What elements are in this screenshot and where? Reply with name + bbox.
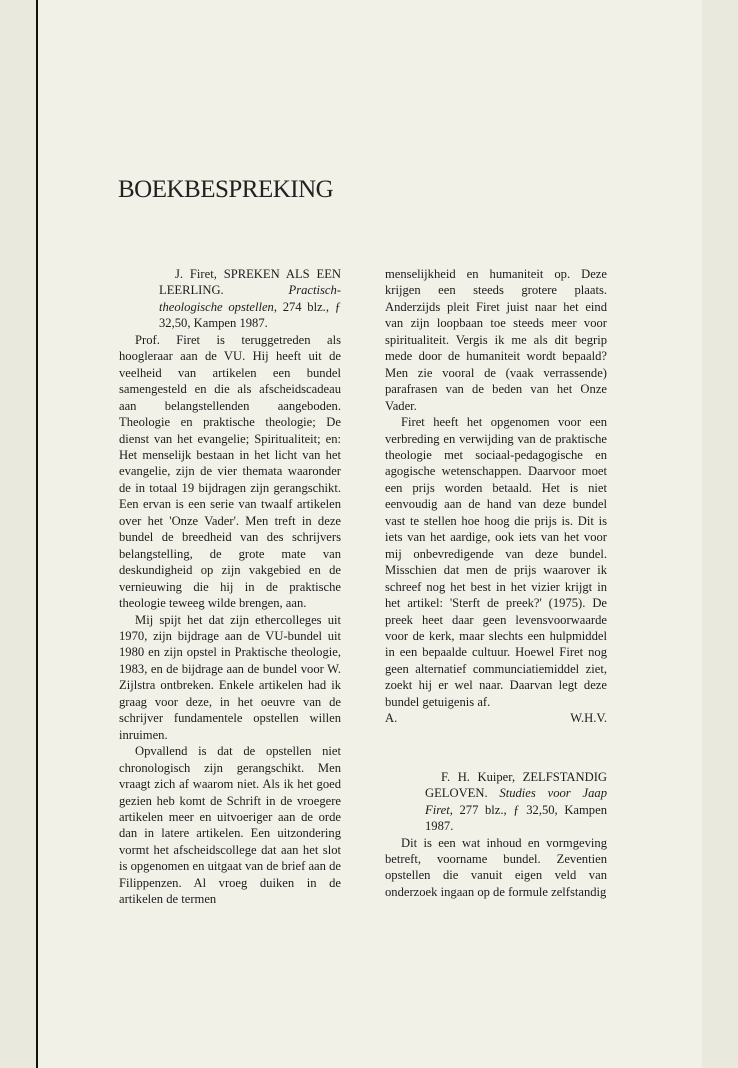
review2-ref-details: 277 blz., ƒ 32,50, Kampen 1987. (425, 802, 607, 834)
review1-reference (119, 266, 341, 332)
page (36, 0, 702, 1068)
signature-author: W.H.V. (570, 711, 607, 726)
left-column (119, 266, 341, 908)
review1-paragraph-4: Firet heeft het opgenomen voor een verbreding en verwijding van de praktische theologie met sociaal-pedagogische en agogische wetenschappen. Daarvoor moet een prijs worden betaald. Het is niet eenvoudig aan de hand van deze bundel vast te stellen hoe hoog die prijs is. Dit is iets van het aardige, ook iets van het voor mij onbevredigende van deze bundel. Misschien dat men de prijs waarover ik schreef nog het best in het vizier krijgt in het artikel: 'Sterft de preek?' (1975). De preek heet daar geen levensvoorwaarde voor de kerk, maar slechts een hulpmiddel in een bepaalde cultuur. Hoewel Firet nog geen alternatief communciatiemiddel ziet, zoekt hij er wel naar. Daarvan legt deze bundel getuigenis af. (385, 415, 607, 709)
review1-ref-subtitle: Practisch-theologische opstellen, (159, 283, 341, 314)
review1-paragraph-3-continued: menselijkheid en humaniteit op. Deze krijgen een steeds grotere plaats. Anderzijds pleit Firet juist naar het eind van zijn loopbaan toe steeds meer voor spiritualiteit. Vergis ik me als dit begrip mede door de humaniteit wordt bepaald? Men zie vooral de (vaak verrassende) parafrasen van de beden van het Onze Vader. (385, 267, 607, 413)
review1-ref-author-title: J. Firet, SPREKEN ALS EEN LEERLING. (159, 267, 341, 298)
signature-initial: A. (385, 711, 398, 726)
review1-signature (385, 710, 607, 726)
review1-ref-details: 274 blz., ƒ 32,50, Kampen 1987. (159, 299, 341, 331)
spacer (385, 727, 607, 769)
review2-paragraph-1: Dit is een wat inhoud en vormgeving betreft, voorname bundel. Zeventien opstellen die vanuit eigen veld van onderzoek ingaan op de formule zelfstandig (385, 835, 607, 899)
right-column (385, 266, 607, 900)
review1-paragraph-1: Prof. Firet is teruggetreden als hoogleraar aan de VU. Hij heeft uit de veelheid van artikelen een bundel samengesteld en die als afscheidscadeau aan belangstellenden aangeboden. Theologie en praktische theologie; De dienst van het evangelie; Spiritualiteit; en: Het menselijk bestaan in het licht van het evangelie, zijn de vier themata waaronder de in totaal 19 bijdragen zijn gerangschikt. Een ervan is een serie van twaalf artikelen over het 'Onze Vader'. Men treft in deze bundel de breedheid van des schrijvers belangstelling, de grote mate van deskundigheid op zijn vakgebied en de vernieuwing die hij in de praktische theologie teweeg wilde brengen, aan. (119, 332, 341, 611)
review2-reference (385, 769, 607, 835)
review1-paragraph-2: Mij spijt het dat zijn ethercolleges uit 1970, zijn bijdrage aan de VU-bundel uit 1980 en zijn opstel in Praktische theologie, 1983, en de bijdrage aan de bundel voor W. Zijlstra ontbreken. Enkele artikelen had ik graag voor deze, in het oeuvre van de schrijver fundamentele opstellen willen inruimen. (119, 612, 341, 742)
review2-ref-subtitle: Studies voor Jaap Firet, (425, 786, 607, 817)
review2-ref-author-title: F. H. Kuiper, ZELFSTANDIG GELOVEN. (425, 769, 607, 801)
section-title: BOEKBESPREKING (118, 176, 334, 203)
review1-paragraph-3: Opvallend is dat de opstellen niet chronologisch zijn gerangschikt. Men vraagt zich af waarom niet. Als ik het goed gezien heb komt de Schrift in de vroegere artikelen meer en uitvoeriger aan de orde dan in latere artikelen. Een uitzondering vormt het afscheidscollege dat aan het slot is opgenomen en uitgaat van de brief aan de Filippenzen. Al vroeg duiken in de artikelen de termen (119, 744, 341, 907)
